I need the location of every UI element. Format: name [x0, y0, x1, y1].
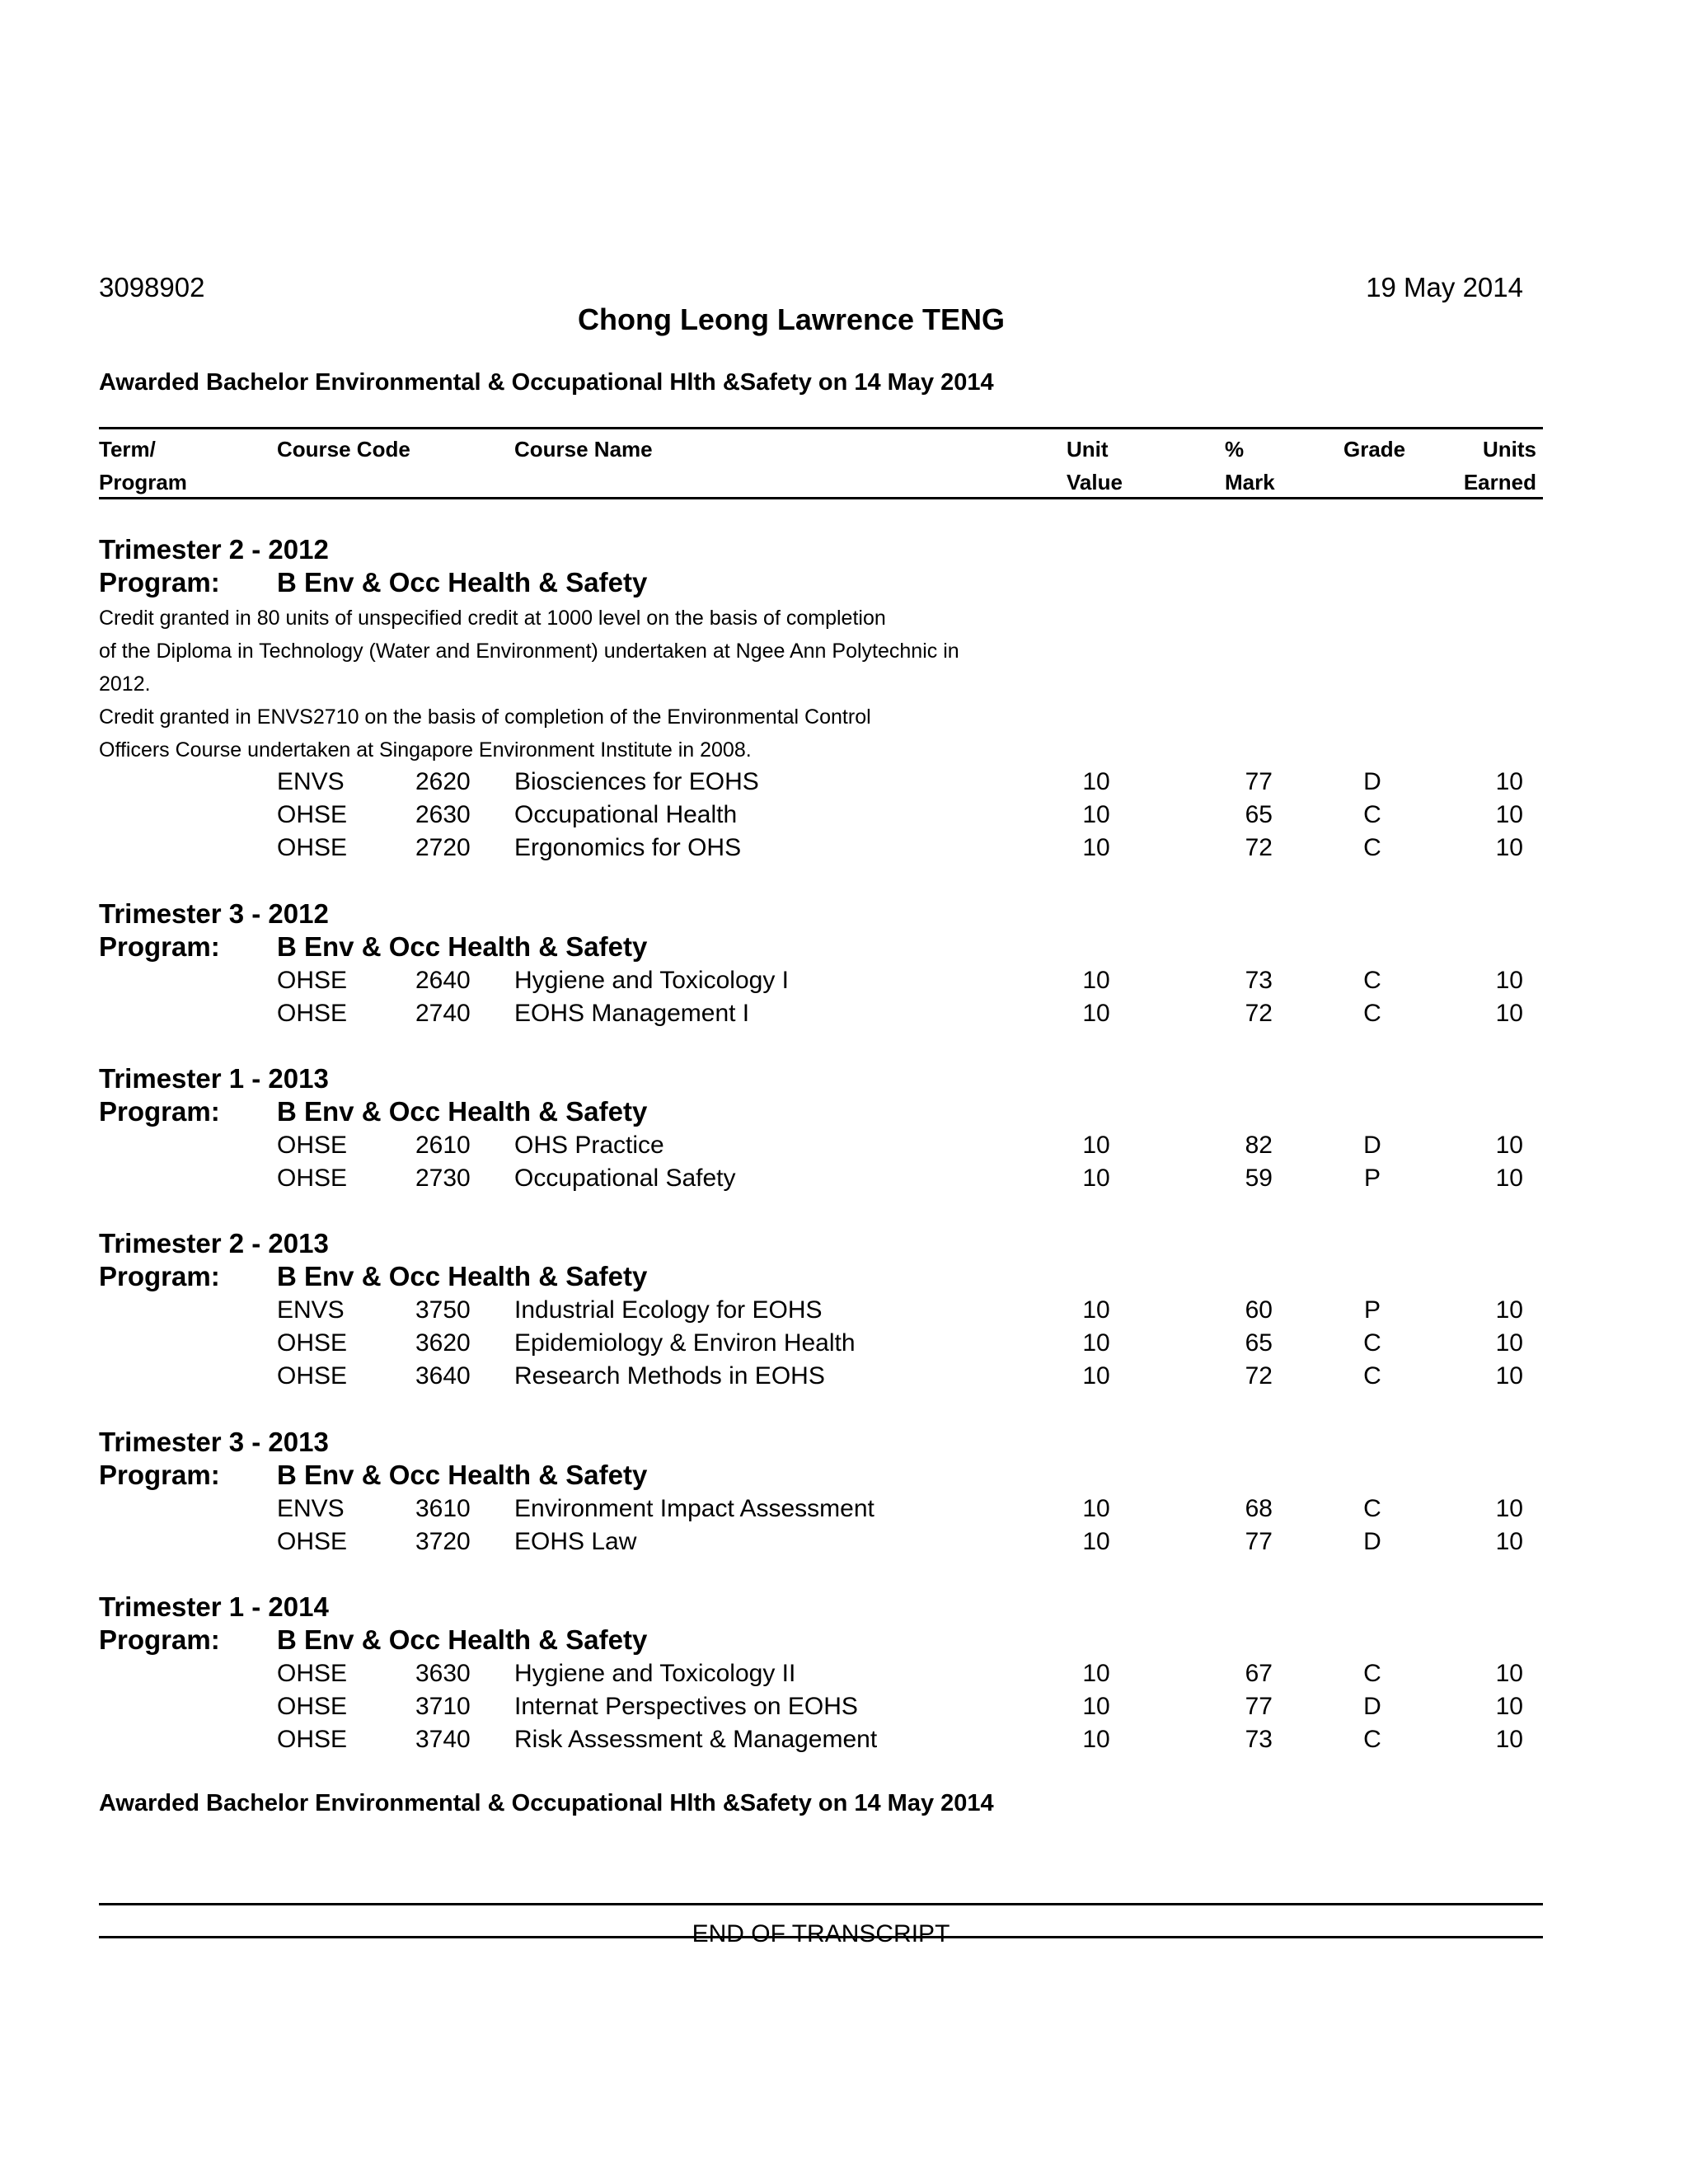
- course-row: [0, 1726, 1688, 1759]
- course-subject: OHSE: [277, 967, 348, 994]
- unit-value: 10: [1082, 1165, 1110, 1192]
- student-id: 3098902: [99, 272, 205, 302]
- percent-mark: 77: [1245, 1528, 1273, 1555]
- percent-mark: 77: [1245, 768, 1273, 795]
- course-name: Environment Impact Assessment: [514, 1495, 874, 1522]
- term-title: Trimester 2 - 2012: [99, 534, 329, 565]
- program-label: Program:: [99, 567, 220, 598]
- units-earned: 10: [1495, 1132, 1523, 1159]
- unit-value: 10: [1082, 834, 1110, 861]
- course-number: 2610: [415, 1132, 471, 1159]
- grade: C: [1363, 801, 1381, 828]
- col-percent: %: [1225, 437, 1245, 462]
- course-subject: OHSE: [277, 1726, 348, 1753]
- program-label: Program:: [99, 1096, 220, 1127]
- percent-mark: 65: [1245, 1329, 1273, 1357]
- percent-mark: 73: [1245, 967, 1273, 994]
- course-name: Research Methods in EOHS: [514, 1362, 825, 1390]
- course-row: [0, 1132, 1688, 1165]
- course-subject: ENVS: [277, 768, 345, 795]
- course-name: Epidemiology & Environ Health: [514, 1329, 856, 1357]
- course-name: Risk Assessment & Management: [514, 1726, 878, 1753]
- col-program: Program: [99, 470, 187, 494]
- unit-value: 10: [1082, 1000, 1110, 1027]
- term-title: Trimester 1 - 2014: [99, 1591, 329, 1622]
- term-title: Trimester 3 - 2013: [99, 1427, 329, 1457]
- course-subject: ENVS: [277, 1296, 345, 1324]
- term-title: Trimester 1 - 2013: [99, 1063, 329, 1094]
- course-name: Ergonomics for OHS: [514, 834, 742, 861]
- percent-mark: 72: [1245, 1362, 1273, 1390]
- course-row: [0, 1000, 1688, 1033]
- header-rule-bottom: [99, 497, 1543, 499]
- col-course-name: Course Name: [514, 437, 653, 462]
- program-label: Program:: [99, 931, 220, 962]
- percent-mark: 77: [1245, 1693, 1273, 1720]
- course-number: 2740: [415, 1000, 471, 1027]
- grade: C: [1363, 1329, 1381, 1357]
- unit-value: 10: [1082, 768, 1110, 795]
- course-row: [0, 1362, 1688, 1395]
- course-number: 3720: [415, 1528, 471, 1555]
- units-earned: 10: [1495, 1693, 1523, 1720]
- percent-mark: 60: [1245, 1296, 1273, 1324]
- course-subject: OHSE: [277, 1000, 348, 1027]
- grade: C: [1363, 1495, 1381, 1522]
- col-unit: Unit: [1067, 437, 1109, 462]
- col-unit-value: Value: [1067, 470, 1123, 494]
- course-number: 3710: [415, 1693, 471, 1720]
- grade: D: [1363, 1132, 1381, 1159]
- course-name: Hygiene and Toxicology II: [514, 1660, 796, 1687]
- print-date: 19 May 2014: [1366, 272, 1523, 302]
- course-subject: OHSE: [277, 1693, 348, 1720]
- unit-value: 10: [1082, 967, 1110, 994]
- grade: C: [1363, 1660, 1381, 1687]
- units-earned: 10: [1495, 1495, 1523, 1522]
- term-title: Trimester 3 - 2012: [99, 898, 329, 929]
- course-number: 3750: [415, 1296, 471, 1324]
- percent-mark: 65: [1245, 801, 1273, 828]
- units-earned: 10: [1495, 1362, 1523, 1390]
- course-number: 3640: [415, 1362, 471, 1390]
- award-statement-bottom: Awarded Bachelor Environmental & Occupational Hlth &Safety on 14 May 2014: [99, 1790, 994, 1816]
- unit-value: 10: [1082, 1132, 1110, 1159]
- credit-note: of the Diploma in Technology (Water and Environment) undertaken at Ngee Ann Polytechnic in: [99, 640, 959, 663]
- grade: C: [1363, 1726, 1381, 1753]
- course-name: Industrial Ecology for EOHS: [514, 1296, 823, 1324]
- course-subject: OHSE: [277, 1528, 348, 1555]
- course-name: Biosciences for EOHS: [514, 768, 759, 795]
- course-row: [0, 801, 1688, 834]
- percent-mark: 72: [1245, 834, 1273, 861]
- percent-mark: 68: [1245, 1495, 1273, 1522]
- course-subject: OHSE: [277, 1132, 348, 1159]
- course-name: OHS Practice: [514, 1132, 664, 1159]
- grade: P: [1363, 1165, 1381, 1192]
- program-name: B Env & Occ Health & Safety: [277, 1096, 648, 1127]
- program-label: Program:: [99, 1460, 220, 1490]
- program-label: Program:: [99, 1261, 220, 1291]
- percent-mark: 73: [1245, 1726, 1273, 1753]
- course-row: [0, 834, 1688, 867]
- course-subject: OHSE: [277, 801, 348, 828]
- course-row: [0, 1329, 1688, 1362]
- end-rule-top: [99, 1903, 1543, 1905]
- grade: C: [1363, 1000, 1381, 1027]
- percent-mark: 59: [1245, 1165, 1273, 1192]
- course-number: 2720: [415, 834, 471, 861]
- units-earned: 10: [1495, 1660, 1523, 1687]
- course-number: 3740: [415, 1726, 471, 1753]
- grade: D: [1363, 1528, 1381, 1555]
- col-units: Units: [1483, 437, 1536, 462]
- credit-note: 2012.: [99, 673, 151, 696]
- percent-mark: 82: [1245, 1132, 1273, 1159]
- credit-note: Officers Course undertaken at Singapore Environment Institute in 2008.: [99, 738, 752, 762]
- course-name: EOHS Law: [514, 1528, 637, 1555]
- program-name: B Env & Occ Health & Safety: [277, 567, 648, 598]
- course-row: [0, 1165, 1688, 1197]
- units-earned: 10: [1495, 768, 1523, 795]
- course-subject: OHSE: [277, 1165, 348, 1192]
- col-term: Term/: [99, 437, 156, 462]
- unit-value: 10: [1082, 1362, 1110, 1390]
- units-earned: 10: [1495, 801, 1523, 828]
- course-number: 3620: [415, 1329, 471, 1357]
- course-number: 2620: [415, 768, 471, 795]
- grade: C: [1363, 834, 1381, 861]
- program-label: Program:: [99, 1624, 220, 1655]
- units-earned: 10: [1495, 1726, 1523, 1753]
- course-subject: OHSE: [277, 1660, 348, 1687]
- unit-value: 10: [1082, 1329, 1110, 1357]
- end-rule-bottom: [99, 1936, 1543, 1938]
- course-number: 2730: [415, 1165, 471, 1192]
- col-course-code: Course Code: [277, 437, 410, 462]
- program-name: B Env & Occ Health & Safety: [277, 1624, 648, 1655]
- course-name: Occupational Health: [514, 801, 738, 828]
- col-grade: Grade: [1343, 437, 1406, 462]
- grade: C: [1363, 1362, 1381, 1390]
- course-name: Internat Perspectives on EOHS: [514, 1693, 858, 1720]
- unit-value: 10: [1082, 1660, 1110, 1687]
- unit-value: 10: [1082, 1528, 1110, 1555]
- course-name: Hygiene and Toxicology I: [514, 967, 789, 994]
- units-earned: 10: [1495, 1296, 1523, 1324]
- course-row: [0, 1660, 1688, 1693]
- course-row: [0, 967, 1688, 1000]
- course-name: EOHS Management I: [514, 1000, 750, 1027]
- units-earned: 10: [1495, 1000, 1523, 1027]
- course-row: [0, 1296, 1688, 1329]
- course-name: Occupational Safety: [514, 1165, 736, 1192]
- term-title: Trimester 2 - 2013: [99, 1228, 329, 1258]
- units-earned: 10: [1495, 1165, 1523, 1192]
- unit-value: 10: [1082, 1726, 1110, 1753]
- grade: P: [1363, 1296, 1381, 1324]
- units-earned: 10: [1495, 967, 1523, 994]
- grade: D: [1363, 768, 1381, 795]
- credit-note: Credit granted in ENVS2710 on the basis of completion of the Environmental Control: [99, 705, 871, 729]
- program-name: B Env & Occ Health & Safety: [277, 1460, 648, 1490]
- course-subject: OHSE: [277, 1329, 348, 1357]
- program-name: B Env & Occ Health & Safety: [277, 931, 648, 962]
- course-subject: OHSE: [277, 834, 348, 861]
- course-number: 2630: [415, 801, 471, 828]
- unit-value: 10: [1082, 1495, 1110, 1522]
- percent-mark: 67: [1245, 1660, 1273, 1687]
- course-row: [0, 1528, 1688, 1561]
- course-number: 3610: [415, 1495, 471, 1522]
- award-statement-top: Awarded Bachelor Environmental & Occupational Hlth &Safety on 14 May 2014: [99, 369, 994, 396]
- course-row: [0, 1693, 1688, 1726]
- grade: C: [1363, 967, 1381, 994]
- course-row: [0, 1495, 1688, 1528]
- course-row: [0, 768, 1688, 801]
- course-number: 3630: [415, 1660, 471, 1687]
- percent-mark: 72: [1245, 1000, 1273, 1027]
- col-mark: Mark: [1225, 470, 1275, 494]
- unit-value: 10: [1082, 801, 1110, 828]
- units-earned: 10: [1495, 1528, 1523, 1555]
- units-earned: 10: [1495, 834, 1523, 861]
- course-subject: ENVS: [277, 1495, 345, 1522]
- grade: D: [1363, 1693, 1381, 1720]
- course-number: 2640: [415, 967, 471, 994]
- unit-value: 10: [1082, 1693, 1110, 1720]
- program-name: B Env & Occ Health & Safety: [277, 1261, 648, 1291]
- units-earned: 10: [1495, 1329, 1523, 1357]
- credit-note: Credit granted in 80 units of unspecified credit at 1000 level on the basis of completion: [99, 607, 886, 630]
- end-of-transcript: END OF TRANSCRIPT: [692, 1920, 950, 1947]
- col-earned: Earned: [1463, 470, 1536, 494]
- student-name: Chong Leong Lawrence TENG: [577, 302, 1006, 336]
- course-subject: OHSE: [277, 1362, 348, 1390]
- header-rule-top: [99, 427, 1543, 429]
- unit-value: 10: [1082, 1296, 1110, 1324]
